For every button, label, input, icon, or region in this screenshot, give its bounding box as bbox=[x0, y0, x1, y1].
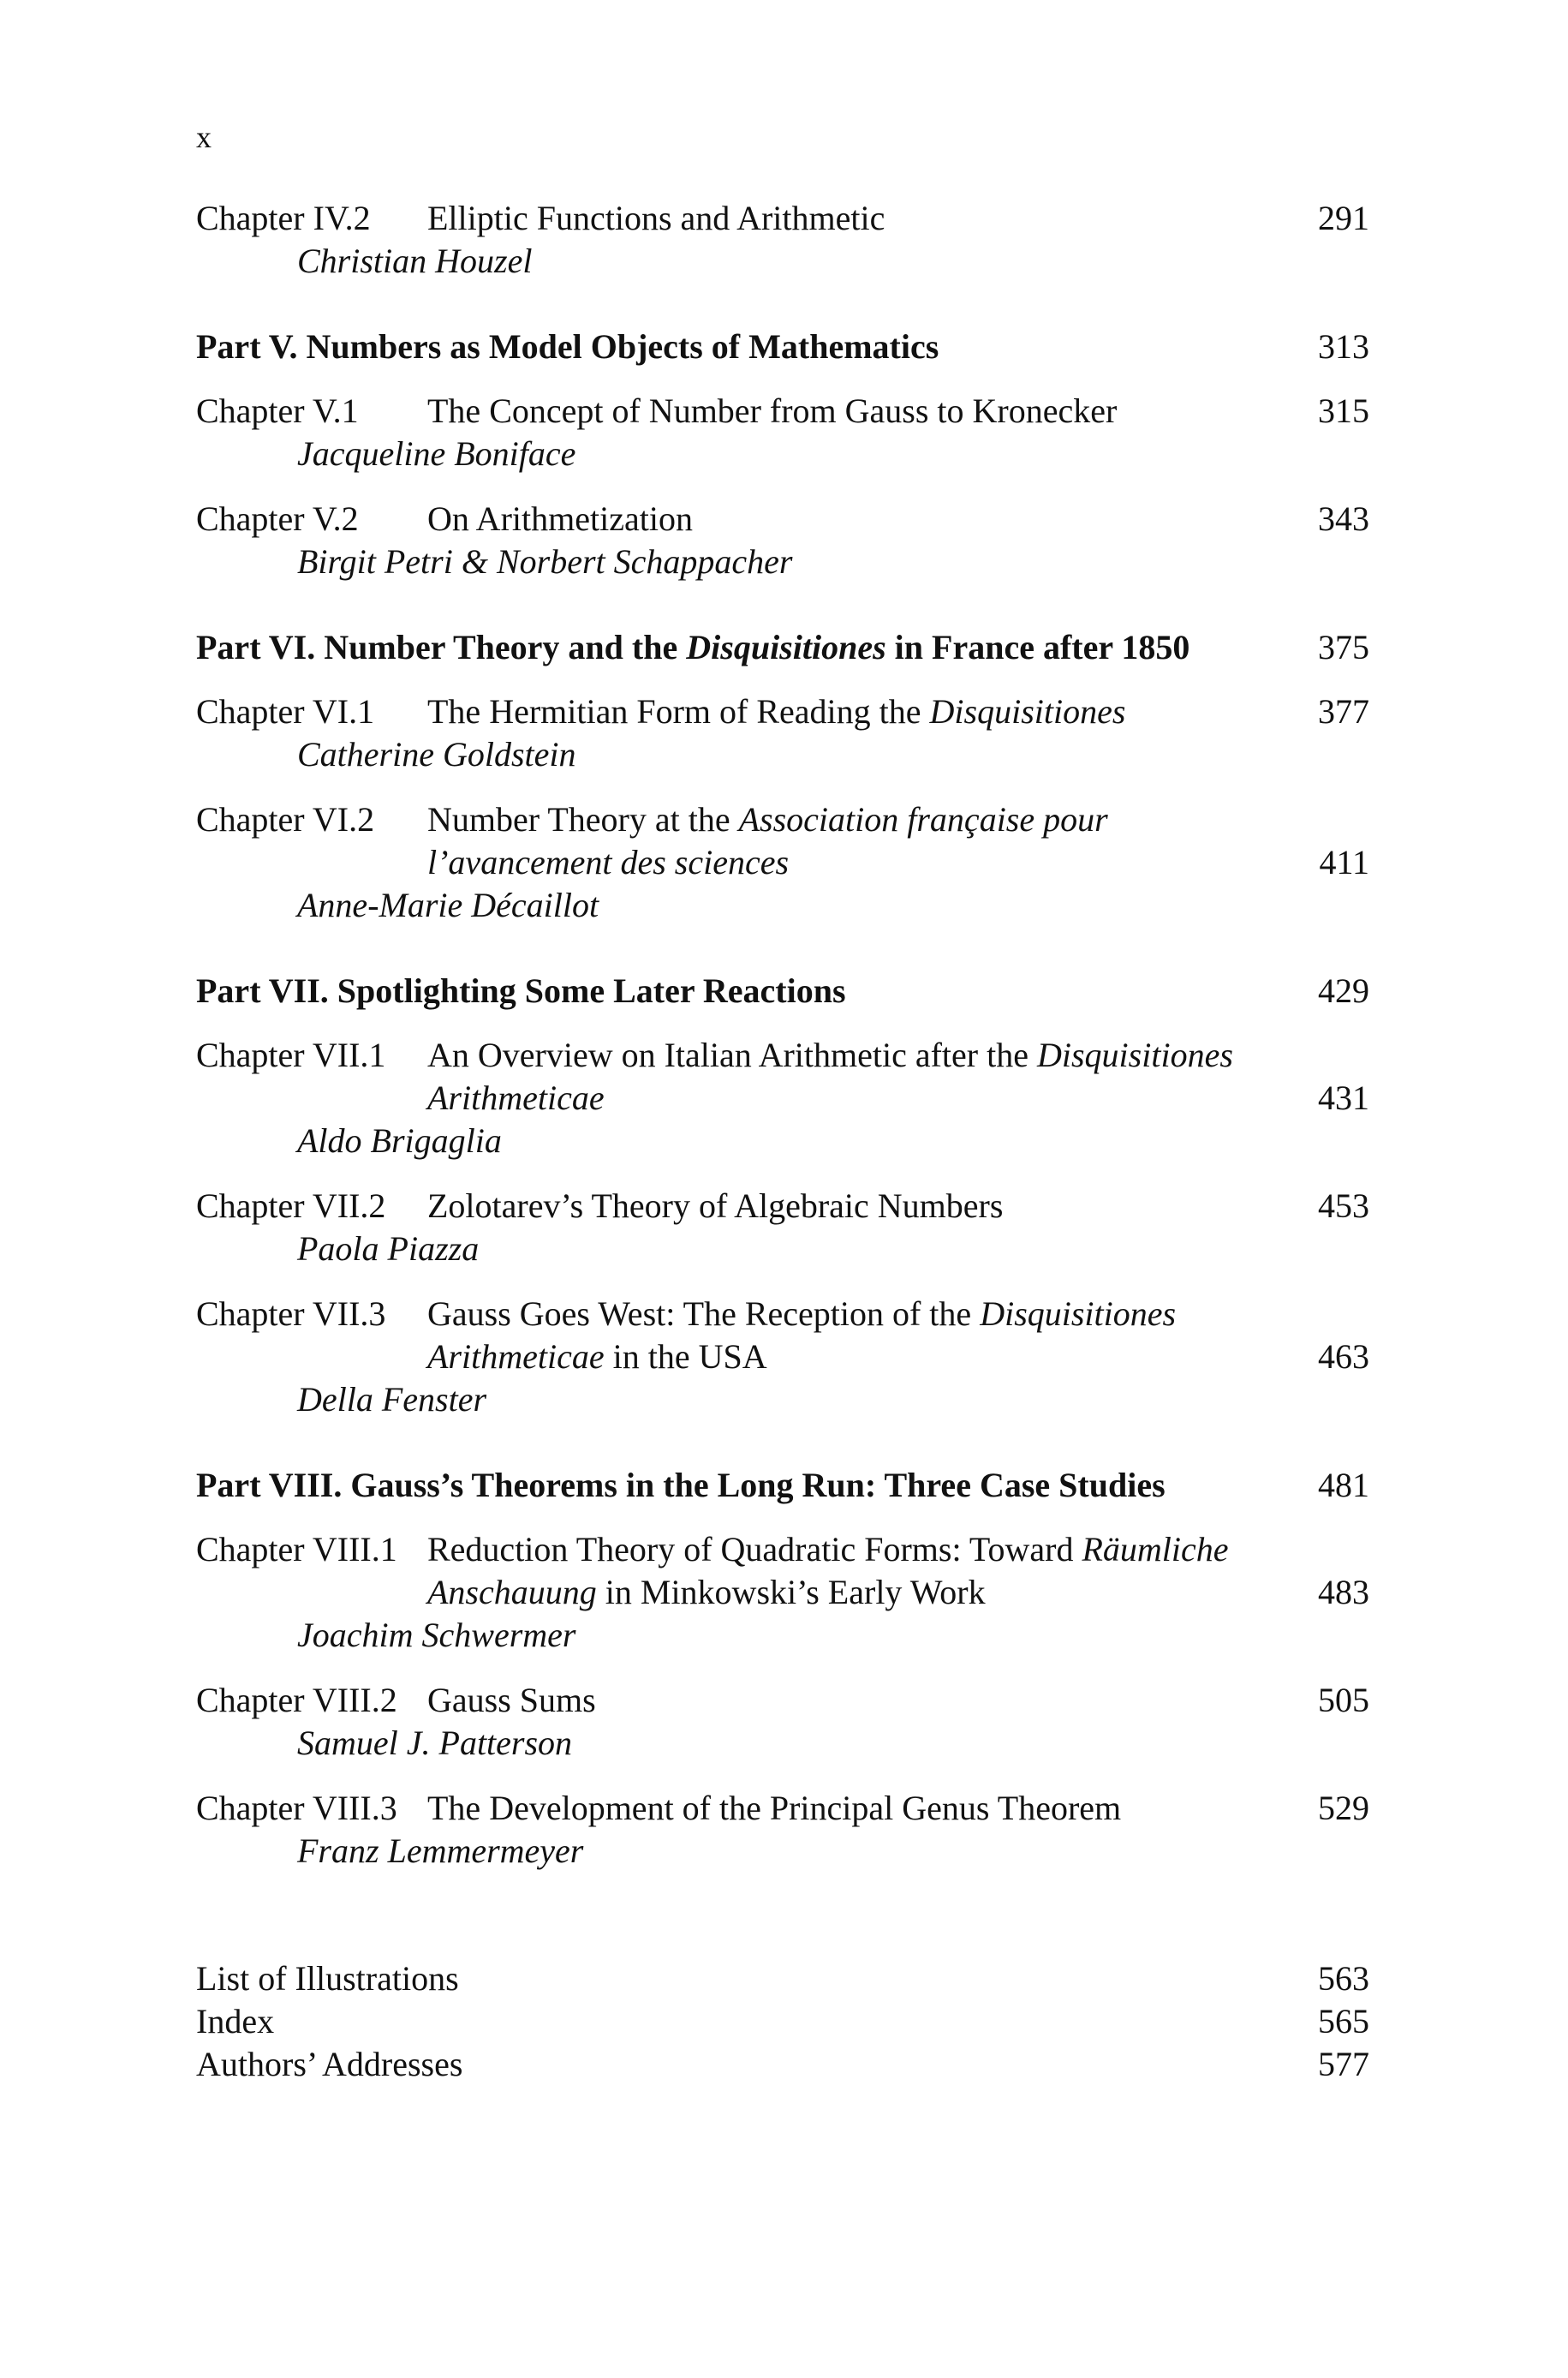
chapter-label: Chapter VII.1 bbox=[196, 1036, 386, 1074]
chapter-entry-viii2 bbox=[196, 1679, 1395, 1722]
chapter-title-text: An Overview on Italian Arithmetic after the bbox=[427, 1036, 1037, 1074]
chapter-author: Franz Lemmermeyer bbox=[297, 1831, 584, 1870]
page-ref: 577 bbox=[1318, 2045, 1369, 2083]
chapter-author-line bbox=[196, 1378, 1395, 1421]
chapter-title bbox=[427, 690, 1125, 733]
part-title-italic: Disquisitiones bbox=[686, 628, 886, 666]
chapter-label: Chapter IV.2 bbox=[196, 199, 371, 237]
chapter-label: Chapter VII.2 bbox=[196, 1186, 386, 1225]
chapter-title-text: Reduction Theory of Quadratic Forms: Toward bbox=[427, 1530, 1082, 1568]
chapter-title-line2 bbox=[427, 841, 789, 884]
chapter-title-italic: Disquisitiones bbox=[929, 692, 1126, 731]
chapter-author-line bbox=[196, 1722, 1395, 1765]
back-entry-list-of-illustrations bbox=[196, 1957, 1395, 2000]
part-entry-vii bbox=[196, 970, 1395, 1013]
chapter-title-italic-line2: Arithmeticae bbox=[427, 1078, 605, 1117]
chapter-entry-vii3 bbox=[196, 1293, 1395, 1335]
chapter-label: Chapter VIII.1 bbox=[196, 1530, 397, 1568]
part-entry-v bbox=[196, 326, 1395, 368]
chapter-title-text-line2: in the USA bbox=[604, 1337, 767, 1376]
part-entry-vi bbox=[196, 626, 1395, 669]
page-ref: 463 bbox=[1318, 1337, 1369, 1376]
chapter-title: The Concept of Number from Gauss to Kronecker bbox=[427, 391, 1118, 430]
chapter-title-text: Gauss Goes West: The Reception of the bbox=[427, 1294, 981, 1333]
chapter-title-text-line2: in Minkowski’s Early Work bbox=[596, 1573, 986, 1611]
chapter-author: Paola Piazza bbox=[297, 1229, 480, 1268]
chapter-author-line bbox=[196, 433, 1395, 475]
chapter-author: Joachim Schwermer bbox=[297, 1616, 576, 1654]
page-ref: 291 bbox=[1318, 199, 1369, 237]
chapter-author-line bbox=[196, 1120, 1395, 1162]
page-ref: 505 bbox=[1318, 1681, 1369, 1719]
page-ref: 429 bbox=[1318, 971, 1369, 1010]
chapter-title-line2 bbox=[427, 1571, 986, 1614]
chapter-entry-viii3 bbox=[196, 1787, 1395, 1830]
page-ref: 377 bbox=[1318, 692, 1369, 731]
chapter-entry-vi2 bbox=[196, 798, 1395, 841]
chapter-label: Chapter VI.1 bbox=[196, 692, 375, 731]
chapter-title-continuation bbox=[196, 1077, 1395, 1120]
chapter-title: Elliptic Functions and Arithmetic bbox=[427, 199, 885, 237]
part-title-text-end: in France after 1850 bbox=[885, 628, 1190, 666]
page-ref: 411 bbox=[1319, 843, 1369, 881]
chapter-title-italic-line2: Arithmeticae bbox=[427, 1337, 605, 1376]
chapter-title-italic-line2: l’avancement des sciences bbox=[427, 843, 790, 881]
chapter-title bbox=[427, 798, 1108, 841]
chapter-title bbox=[427, 1034, 1233, 1077]
chapter-entry-viii1 bbox=[196, 1528, 1395, 1571]
toc-page bbox=[196, 107, 1395, 2291]
chapter-author-line bbox=[196, 1830, 1395, 1873]
chapter-title-italic-line2: Anschauung bbox=[427, 1573, 597, 1611]
page-number: x bbox=[196, 120, 212, 154]
chapter-author-line bbox=[196, 733, 1395, 776]
chapter-title bbox=[427, 1528, 1229, 1571]
part-title: Part VII. Spotlighting Some Later Reactions bbox=[196, 971, 846, 1010]
page-ref: 483 bbox=[1318, 1573, 1369, 1611]
chapter-label: Chapter V.2 bbox=[196, 499, 359, 538]
chapter-label: Chapter VI.2 bbox=[196, 800, 375, 839]
back-title: Index bbox=[196, 2002, 275, 2040]
chapter-title-italic: Disquisitiones bbox=[980, 1294, 1177, 1333]
chapter-title-continuation bbox=[196, 841, 1395, 884]
part-title-text: Part VI. Number Theory and the bbox=[196, 628, 687, 666]
back-title: Authors’ Addresses bbox=[196, 2045, 463, 2083]
chapter-entry-iv2 bbox=[196, 197, 1395, 240]
page-ref: 481 bbox=[1318, 1466, 1369, 1504]
chapter-author: Christian Houzel bbox=[297, 242, 533, 280]
chapter-label: Chapter VII.3 bbox=[196, 1294, 386, 1333]
chapter-title-continuation bbox=[196, 1571, 1395, 1614]
page-ref: 453 bbox=[1318, 1186, 1369, 1225]
chapter-entry-v2 bbox=[196, 498, 1395, 541]
back-entry-authors-addresses bbox=[196, 2043, 1395, 2086]
page-ref: 529 bbox=[1318, 1789, 1369, 1827]
chapter-author-line bbox=[196, 240, 1395, 283]
back-title: List of Illustrations bbox=[196, 1959, 459, 1998]
chapter-author-line bbox=[196, 1614, 1395, 1657]
part-title: Part V. Numbers as Model Objects of Mathematics bbox=[196, 327, 939, 366]
chapter-entry-vii1 bbox=[196, 1034, 1395, 1077]
page-ref: 565 bbox=[1318, 2002, 1369, 2040]
chapter-title-line2 bbox=[427, 1077, 605, 1120]
chapter-entry-v1 bbox=[196, 390, 1395, 433]
chapter-title-text: Number Theory at the bbox=[427, 800, 739, 839]
chapter-title: The Development of the Principal Genus Theorem bbox=[427, 1789, 1122, 1827]
chapter-entry-vi1 bbox=[196, 690, 1395, 733]
page-ref: 315 bbox=[1318, 391, 1369, 430]
page-ref: 563 bbox=[1318, 1959, 1369, 1998]
chapter-title-italic: Association française pour bbox=[738, 800, 1108, 839]
chapter-author: Jacqueline Boniface bbox=[297, 434, 576, 473]
chapter-author-line bbox=[196, 1228, 1395, 1270]
chapter-title-text: The Hermitian Form of Reading the bbox=[427, 692, 930, 731]
chapter-title bbox=[427, 1293, 1176, 1335]
chapter-title-italic: Disquisitiones bbox=[1036, 1036, 1233, 1074]
chapter-author: Anne-Marie Décaillot bbox=[297, 886, 599, 924]
chapter-title: Gauss Sums bbox=[427, 1681, 596, 1719]
chapter-author: Della Fenster bbox=[297, 1380, 487, 1419]
page-ref: 375 bbox=[1318, 628, 1369, 666]
chapter-title-line2 bbox=[427, 1335, 767, 1378]
chapter-title-continuation bbox=[196, 1335, 1395, 1378]
chapter-label: Chapter VIII.3 bbox=[196, 1789, 397, 1827]
chapter-label: Chapter VIII.2 bbox=[196, 1681, 397, 1719]
chapter-title: Zolotarev’s Theory of Algebraic Numbers bbox=[427, 1186, 1004, 1225]
part-entry-viii bbox=[196, 1464, 1395, 1507]
chapter-author-line bbox=[196, 884, 1395, 927]
part-title: Part VIII. Gauss’s Theorems in the Long Run: Three Case Studies bbox=[196, 1466, 1166, 1504]
chapter-title: On Arithmetization bbox=[427, 499, 693, 538]
chapter-author: Aldo Brigaglia bbox=[297, 1121, 502, 1160]
chapter-entry-vii2 bbox=[196, 1185, 1395, 1228]
chapter-title-italic: Räumliche bbox=[1082, 1530, 1229, 1568]
chapter-author: Birgit Petri & Norbert Schappacher bbox=[297, 542, 793, 581]
back-entry-index bbox=[196, 2000, 1395, 2043]
page-ref: 313 bbox=[1318, 327, 1369, 366]
page-ref: 343 bbox=[1318, 499, 1369, 538]
page-ref: 431 bbox=[1318, 1078, 1369, 1117]
chapter-author: Catherine Goldstein bbox=[297, 735, 576, 774]
chapter-author-line bbox=[196, 541, 1395, 583]
part-title bbox=[196, 626, 1189, 669]
chapter-label: Chapter V.1 bbox=[196, 391, 359, 430]
chapter-author: Samuel J. Patterson bbox=[297, 1724, 573, 1762]
